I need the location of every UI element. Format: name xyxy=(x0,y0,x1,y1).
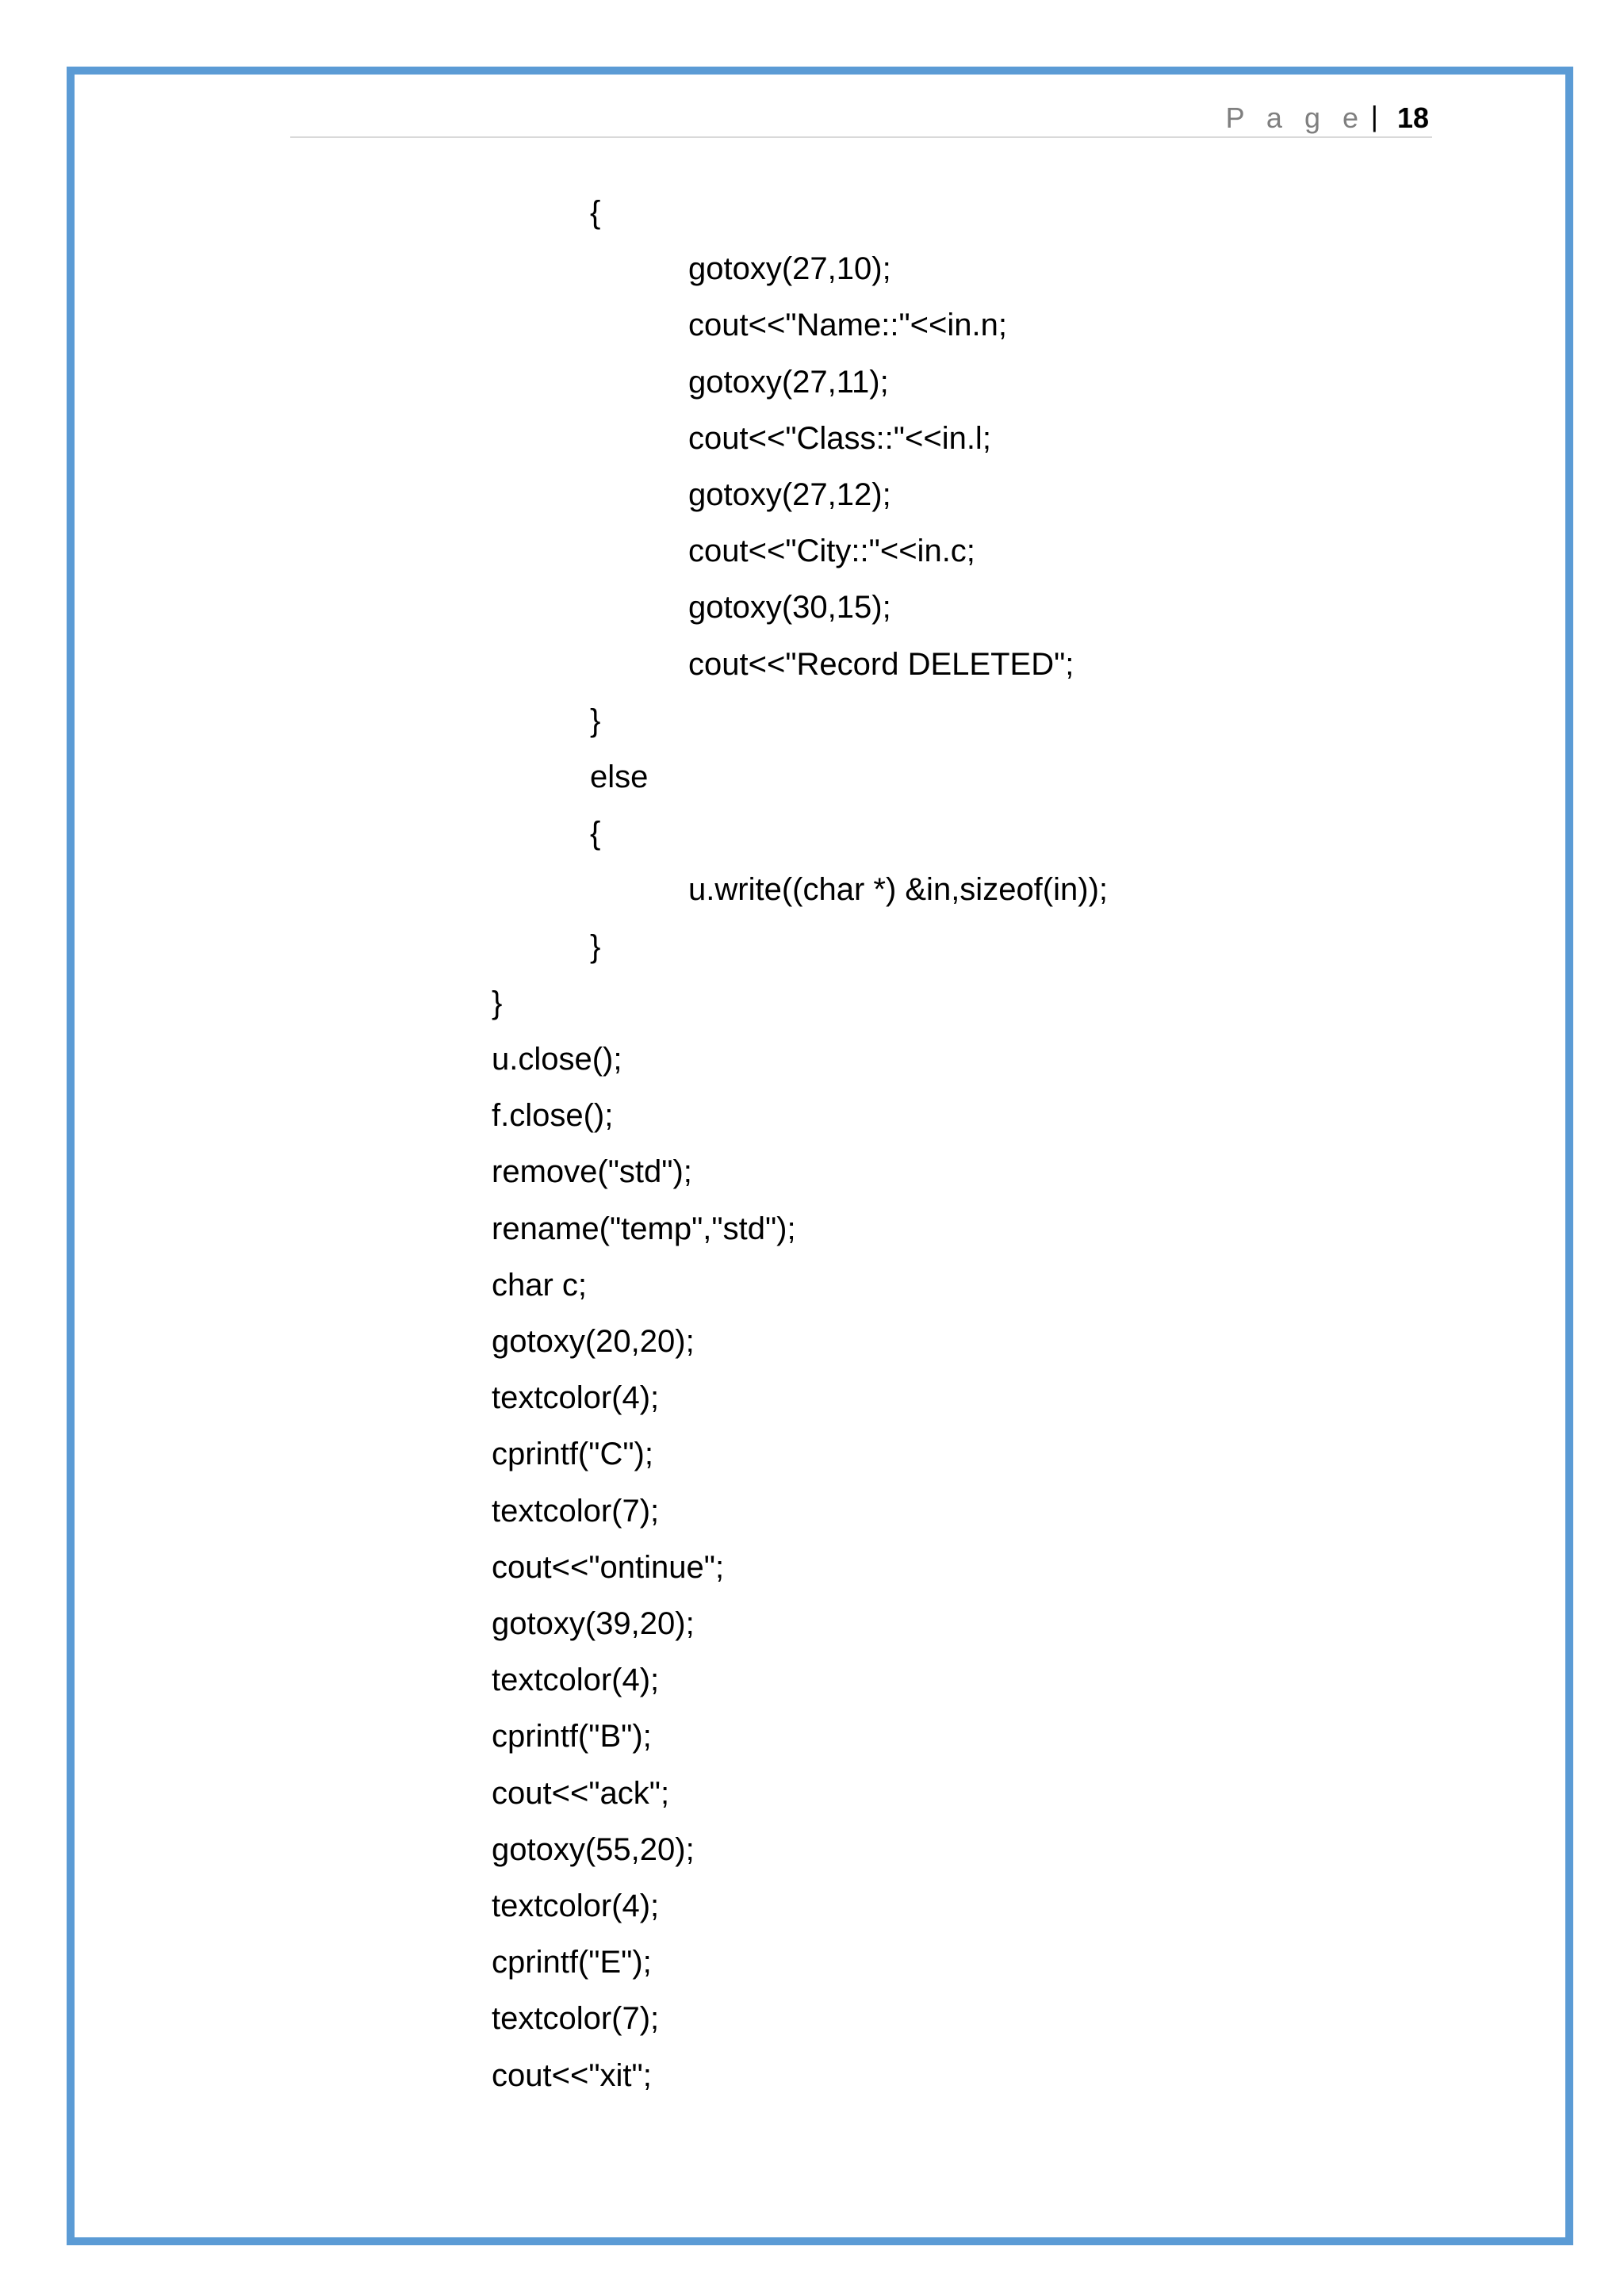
code-line: textcolor(4); xyxy=(492,1888,660,1923)
code-line: } xyxy=(590,702,601,738)
code-line: cprintf("B"); xyxy=(492,1719,652,1755)
code-line: cout<<"Class::"<<in.l; xyxy=(688,420,991,456)
code-line: textcolor(4); xyxy=(492,1380,660,1416)
code-line: textcolor(7); xyxy=(492,2001,660,2037)
code-line: cout<<"Name::"<<in.n; xyxy=(688,308,1007,343)
code-line: f.close(); xyxy=(492,1098,614,1134)
code-line: gotoxy(55,20); xyxy=(492,1831,695,1867)
code-line: else xyxy=(590,760,649,794)
code-line: gotoxy(30,15); xyxy=(688,590,891,626)
code-line: cout<<"xit"; xyxy=(492,2057,652,2093)
code-line: gotoxy(20,20); xyxy=(492,1324,695,1359)
code-line: u.write((char *) &in,sizeof(in)); xyxy=(688,872,1109,908)
page-label: P a g e xyxy=(1225,101,1365,134)
code-line: { xyxy=(590,816,601,851)
code-line: } xyxy=(492,985,503,1020)
code-line: textcolor(4); xyxy=(492,1663,660,1698)
page-header xyxy=(290,95,1432,138)
code-line: { xyxy=(590,195,601,230)
code-line: gotoxy(27,12); xyxy=(688,477,891,512)
code-line: cprintf("C"); xyxy=(492,1437,653,1472)
code-line: gotoxy(39,20); xyxy=(492,1606,695,1641)
code-line: cout<<"City::"<<in.c; xyxy=(688,534,975,569)
code-line: } xyxy=(590,928,601,964)
code-line: rename("temp","std"); xyxy=(492,1211,796,1246)
code-line: gotoxy(27,11); xyxy=(688,364,889,400)
code-line: remove("std"); xyxy=(492,1154,692,1190)
code-line: cprintf("E"); xyxy=(492,1945,652,1980)
page-number: 18 xyxy=(1396,101,1429,134)
code-line: cout<<"ontinue"; xyxy=(492,1549,725,1585)
page-separator: | xyxy=(1370,100,1378,132)
code-line: u.close(); xyxy=(492,1042,622,1077)
code-line: cout<<"Record DELETED"; xyxy=(688,646,1074,682)
code-line: char c; xyxy=(492,1267,588,1303)
code-line: gotoxy(27,10); xyxy=(688,251,891,287)
code-line: textcolor(7); xyxy=(492,1493,660,1529)
code-line: cout<<"ack"; xyxy=(492,1775,670,1811)
